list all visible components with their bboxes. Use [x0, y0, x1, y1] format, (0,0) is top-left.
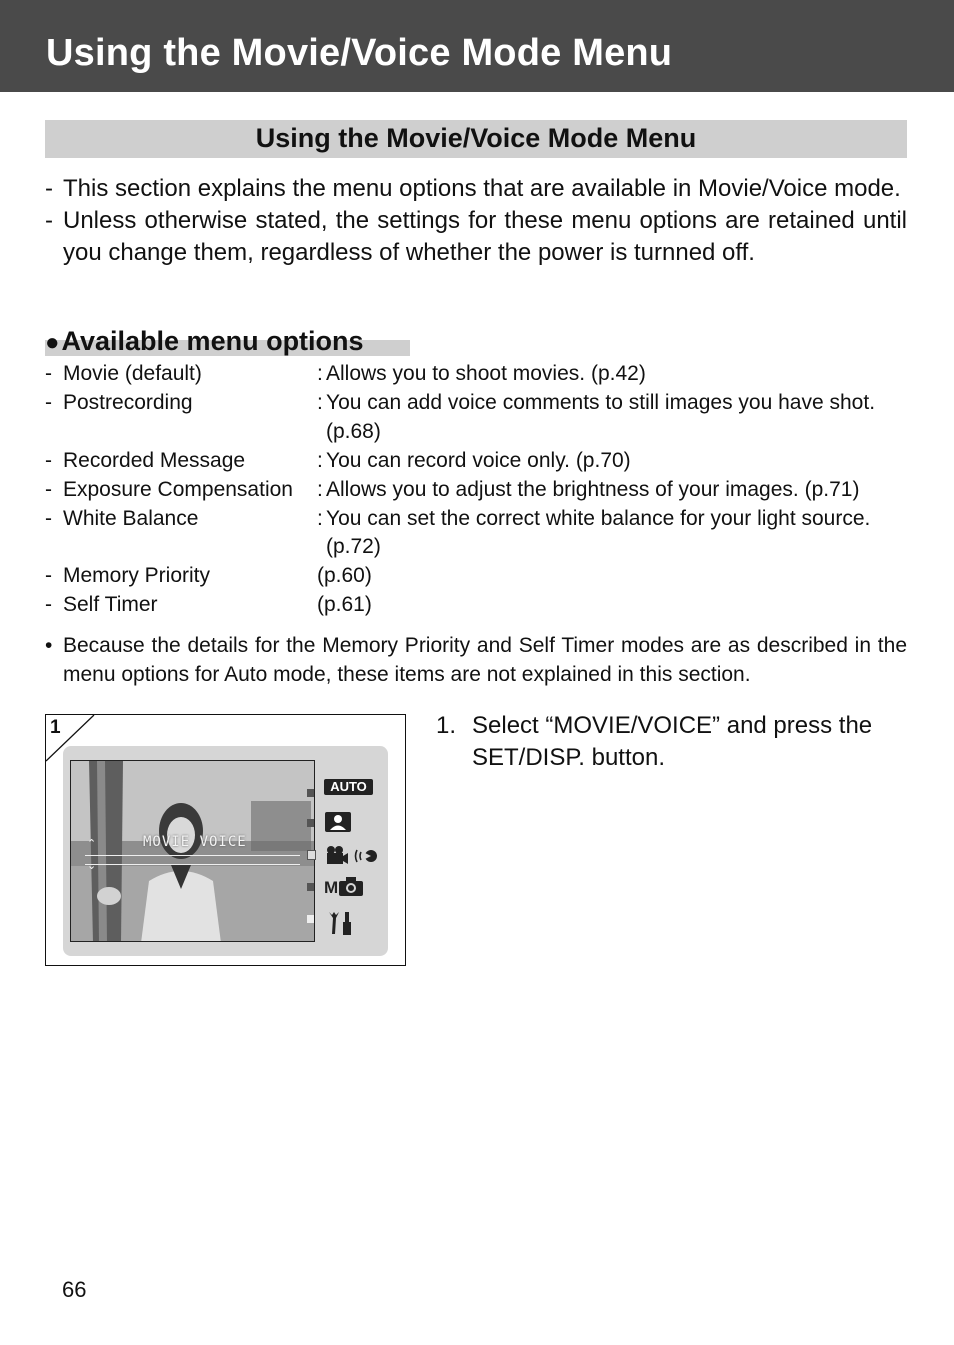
- option-separator: :: [317, 362, 323, 385]
- menu-indicator-square-selected: [307, 850, 316, 860]
- page-number: 66: [62, 1277, 87, 1302]
- option-name: Movie (default): [63, 362, 202, 385]
- note-text: Because the details for the Memory Priority and Self Timer modes are as described in the menu options for Auto mode, these items are not explained in this section.: [63, 634, 907, 686]
- menu-indicator-square: [307, 883, 314, 891]
- manual-camera-icon: [339, 877, 365, 897]
- intro-list: [45, 173, 907, 269]
- menu-item-movie-voice: MOVIE VOICE: [143, 834, 247, 850]
- option-row: [45, 388, 907, 417]
- list-dash: -: [45, 207, 53, 234]
- option-row: [45, 446, 907, 475]
- figure-number: 1: [50, 717, 61, 738]
- list-dash: -: [45, 391, 52, 414]
- option-description: Allows you to shoot movies. (p.42): [326, 362, 646, 385]
- auto-mode-icon: AUTO: [324, 779, 373, 795]
- intro-item-text: Unless otherwise stated, the settings for these menu options are retained until you change them, regardless of whether the power is turnned off.: [63, 207, 907, 266]
- option-description-continued: (p.72): [326, 535, 381, 558]
- option-row: [45, 359, 907, 388]
- option-separator: :: [317, 449, 323, 472]
- bullet-dot: •: [45, 634, 53, 657]
- option-name: Memory Priority: [63, 564, 211, 587]
- menu-indicator-square: [307, 789, 314, 797]
- list-dash: -: [45, 362, 52, 385]
- list-dash: -: [45, 478, 52, 501]
- option-row: [45, 561, 907, 590]
- option-name: Exposure Compensation: [63, 478, 293, 501]
- list-dash: -: [45, 175, 53, 202]
- intro-item: [45, 173, 907, 205]
- setup-icon: [326, 910, 354, 936]
- note-item: [45, 631, 907, 689]
- option-name: Recorded Message: [63, 449, 246, 472]
- preview-scene: [71, 761, 315, 942]
- camera-lcd-screen: [63, 746, 388, 956]
- options-heading: [45, 324, 364, 360]
- menu-highlight-bar: [85, 855, 300, 865]
- option-row-continued: [45, 532, 907, 561]
- menu-indicator-square: [307, 819, 314, 827]
- list-dash: -: [45, 507, 52, 530]
- option-page-ref: (p.60): [317, 564, 372, 587]
- manual-mode-letter: M: [324, 878, 339, 897]
- option-name: Self Timer: [63, 593, 158, 616]
- portrait-mode-icon: [325, 812, 353, 832]
- option-description-continued: (p.68): [326, 420, 381, 443]
- movie-voice-mode-icon: [324, 844, 382, 866]
- option-description: You can set the correct white balance for your light source.: [326, 507, 871, 530]
- figure-1: [45, 714, 406, 966]
- list-dash: -: [45, 449, 52, 472]
- option-name: Postrecording: [63, 391, 193, 414]
- options-heading-text: Available menu options: [61, 326, 364, 356]
- chevron-up-icon: ⌃: [87, 838, 97, 850]
- option-row: [45, 590, 907, 619]
- option-name: White Balance: [63, 507, 199, 530]
- option-description: You can add voice comments to still images you have shot.: [326, 391, 876, 414]
- page-title: Using the Movie/Voice Mode Menu: [46, 32, 673, 74]
- preview-photo: [70, 760, 315, 942]
- step-1: [436, 710, 907, 774]
- list-dash: -: [45, 564, 52, 587]
- intro-item: [45, 205, 907, 269]
- chevron-down-icon: ⌄: [87, 860, 97, 872]
- option-row-continued: [45, 417, 907, 446]
- option-separator: :: [317, 507, 323, 530]
- step-text: Select “MOVIE/VOICE” and press the SET/DISP. button.: [472, 712, 873, 771]
- note: [45, 631, 907, 689]
- step-number: 1.: [436, 712, 457, 739]
- option-page-ref: (p.61): [317, 593, 372, 616]
- option-description: You can record voice only. (p.70): [326, 449, 631, 472]
- intro-item-text: This section explains the menu options that are available in Movie/Voice mode.: [63, 175, 901, 202]
- option-description: Allows you to adjust the brightness of your images. (p.71): [326, 478, 860, 501]
- list-dash: -: [45, 593, 52, 616]
- option-separator: :: [317, 478, 323, 501]
- section-title: Using the Movie/Voice Mode Menu: [255, 123, 697, 153]
- option-row: [45, 504, 907, 533]
- menu-indicator-square: [307, 915, 314, 923]
- bullet-icon: ●: [45, 329, 60, 356]
- option-row: [45, 475, 907, 504]
- option-separator: :: [317, 391, 323, 414]
